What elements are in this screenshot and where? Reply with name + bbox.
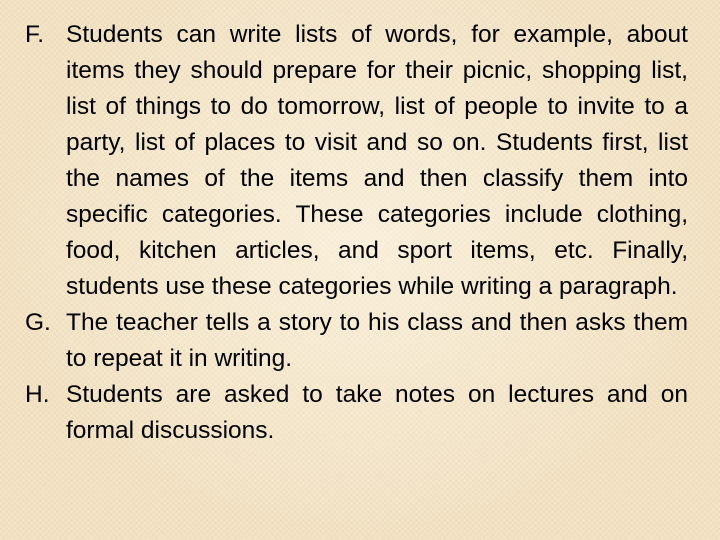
list-item-text-g: The teacher tells a story to his class and then asks them to repeat it in writing. [66, 309, 688, 372]
list-marker-h: H. [25, 381, 50, 408]
list-marker-g: G. [25, 309, 51, 336]
list-item-text-h: Students are asked to take notes on lectures and on formal discussions. [66, 381, 688, 444]
lettered-list [25, 17, 688, 449]
list-item-f [25, 17, 688, 305]
list-marker-f: F. [25, 21, 45, 48]
list-item-g [25, 305, 688, 377]
list-item-text-f: Students can write lists of words, for example, about items they should prepare for their picnic, shopping list, list of things to do tomorrow, list of people to invite to a party, list of places to visit and so on. Students first, list the names of the items and then classify them into specific categories. These categories include clothing, food, kitchen articles, and sport items, etc. Finally, students use these categories while writing a paragraph. [66, 21, 688, 300]
list-item-h [25, 377, 688, 449]
